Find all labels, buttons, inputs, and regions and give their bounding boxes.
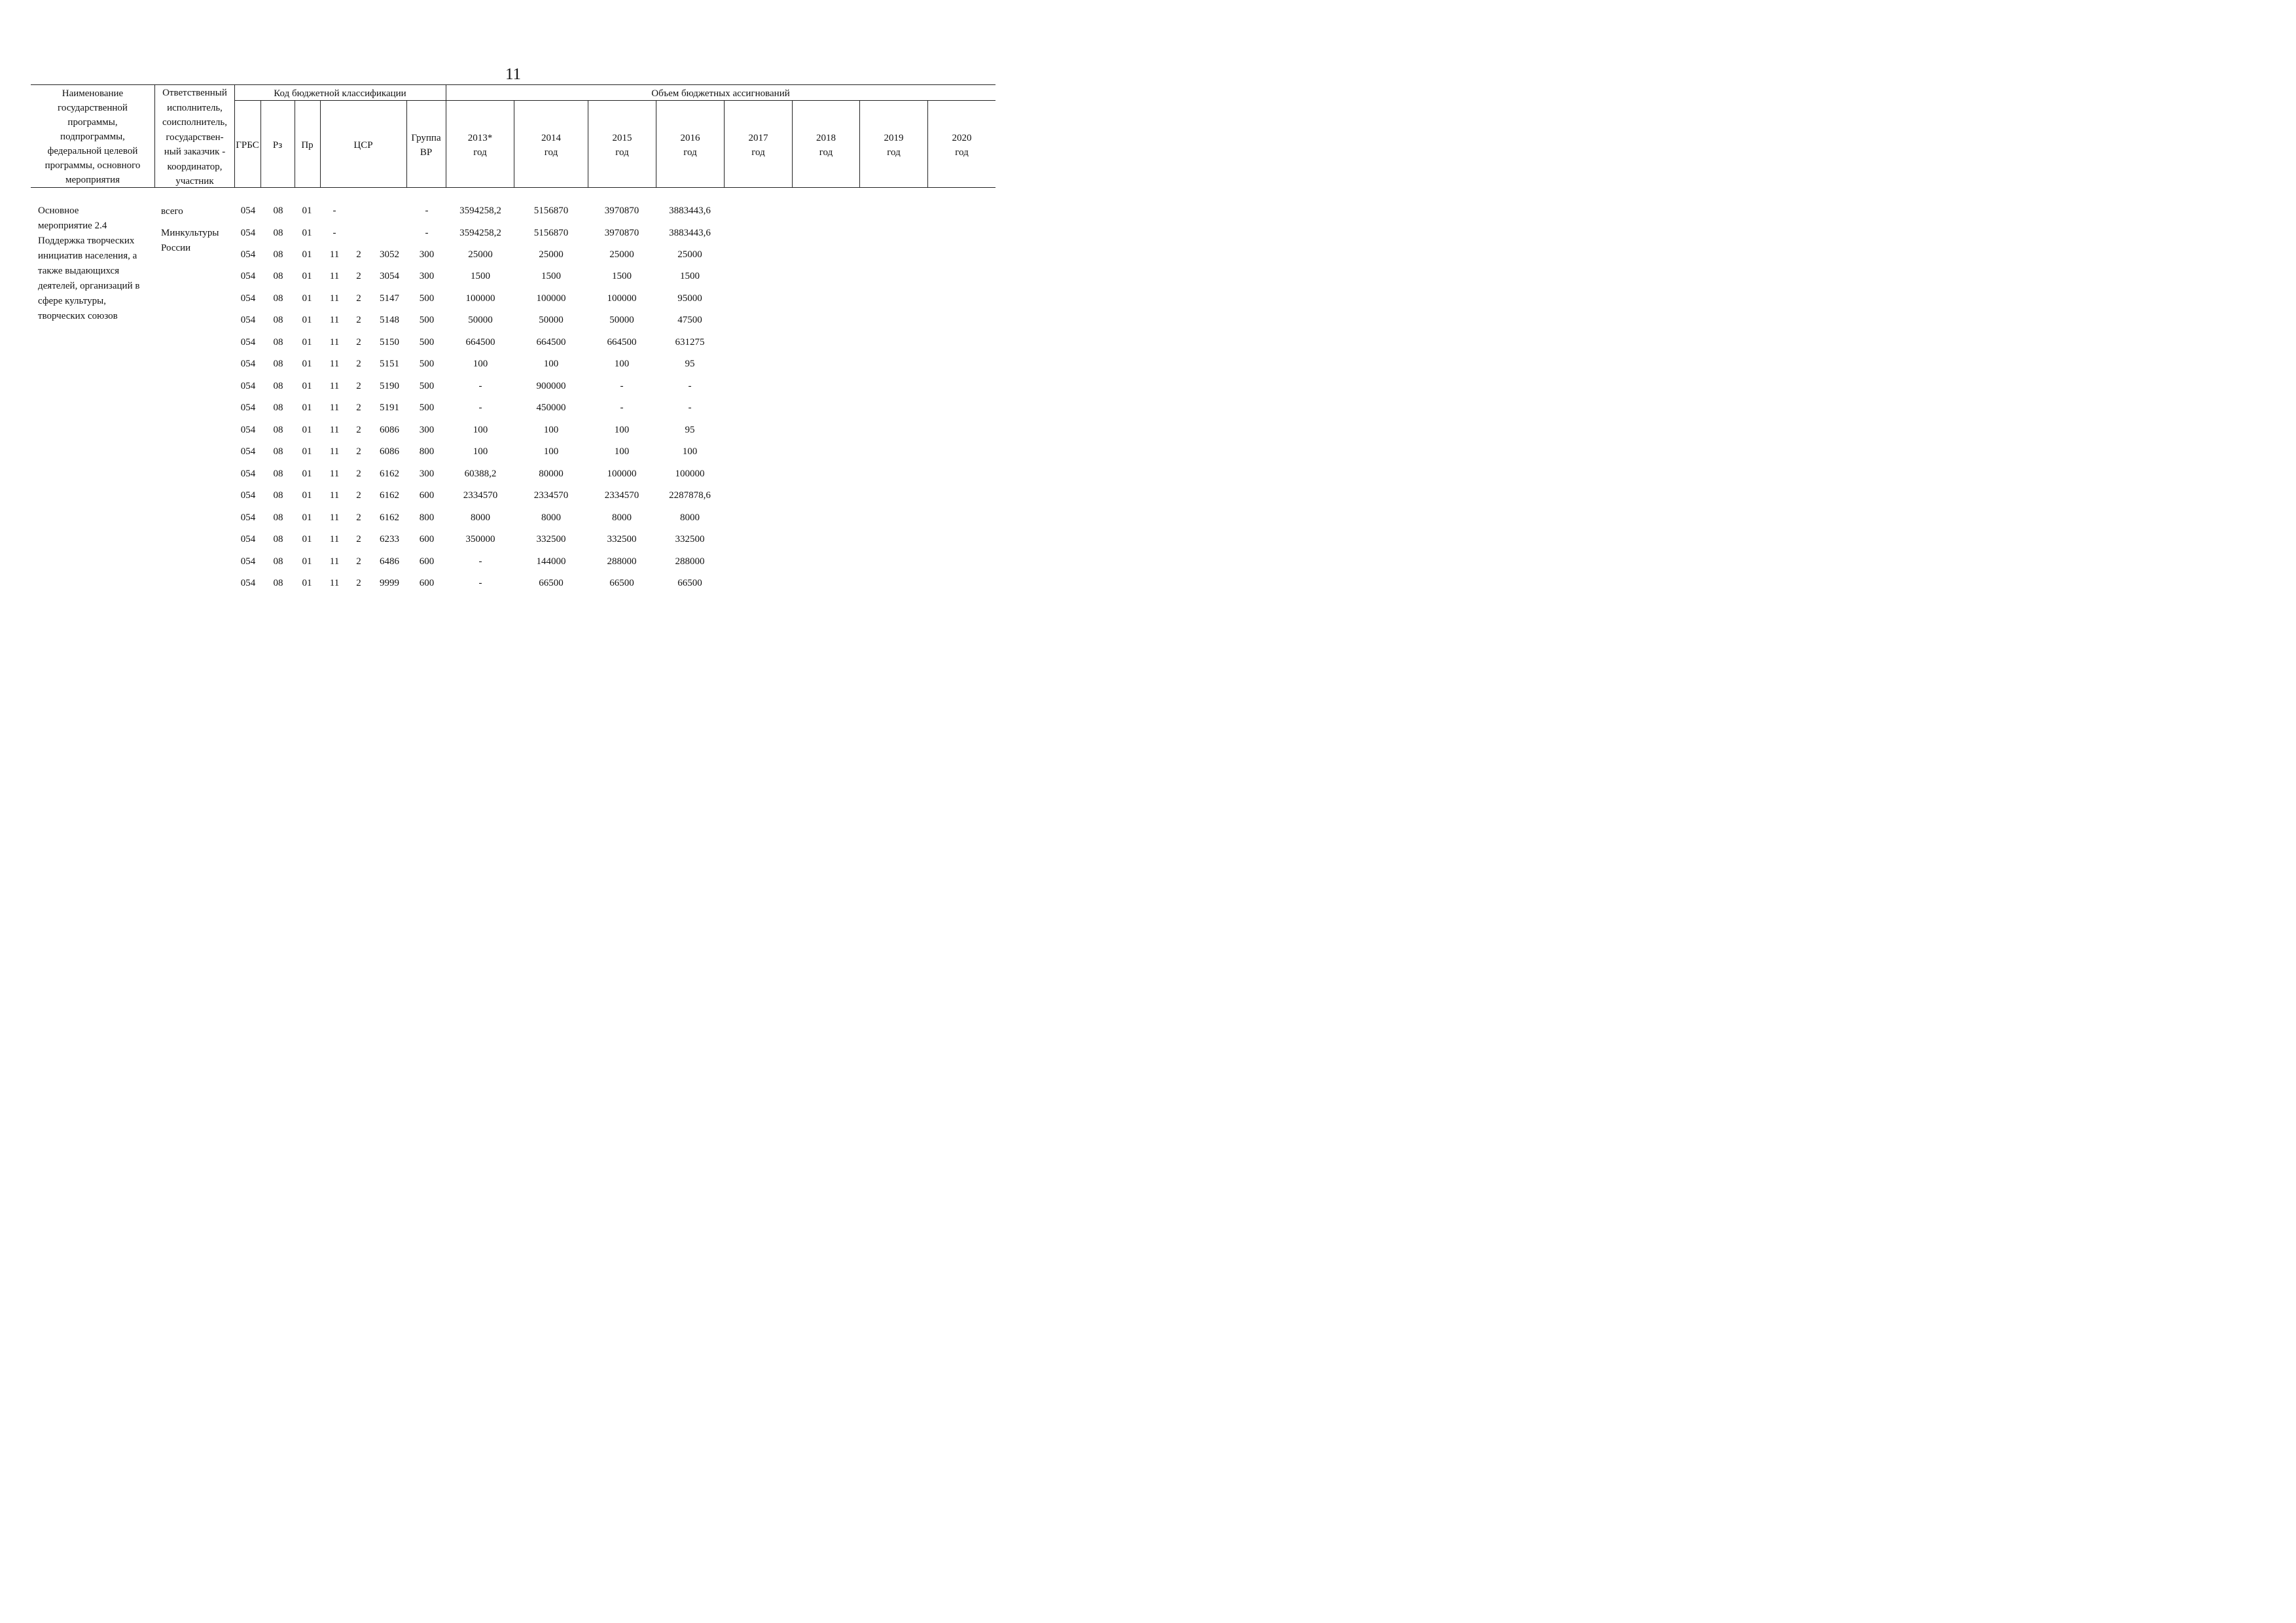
cell-y2015: 664500 bbox=[607, 337, 637, 348]
cell-csr3: 6486 bbox=[380, 556, 399, 567]
header-budget-code-group: Код бюджетной классификации bbox=[274, 88, 406, 99]
cell-y2015: - bbox=[620, 402, 624, 413]
cell-y2013: 60388,2 bbox=[464, 469, 497, 479]
cell-y2016: 1500 bbox=[680, 271, 700, 281]
cell-y2013: 25000 bbox=[468, 249, 493, 260]
cell-y2015: 1500 bbox=[612, 271, 632, 281]
cell-y2014: 5156870 bbox=[533, 228, 569, 238]
cell-y2016: 47500 bbox=[677, 315, 702, 325]
cell-grbs: 054 bbox=[240, 402, 256, 413]
cell-csr1: 11 bbox=[329, 578, 340, 588]
header-year-unit: год bbox=[544, 147, 558, 158]
cell-csr2: 2 bbox=[356, 315, 361, 325]
cell-y2016: 332500 bbox=[675, 534, 705, 544]
responsible-total: всего bbox=[161, 206, 183, 217]
cell-grbs: 054 bbox=[240, 446, 256, 457]
cell-y2015: 3970870 bbox=[604, 205, 639, 216]
cell-y2016: 631275 bbox=[675, 337, 705, 348]
cell-y2015: - bbox=[620, 381, 624, 391]
cell-vr: 500 bbox=[419, 315, 435, 325]
cell-csr1: 11 bbox=[329, 446, 340, 457]
page-number: 11 bbox=[505, 65, 522, 83]
cell-y2013: 100 bbox=[473, 446, 488, 457]
cell-csr2: 2 bbox=[356, 293, 361, 304]
cell-csr2: 2 bbox=[356, 249, 361, 260]
cell-pr: 01 bbox=[302, 402, 312, 413]
cell-grbs: 054 bbox=[240, 271, 256, 281]
cell-y2013: 8000 bbox=[471, 512, 490, 523]
header-year-label: 2014 bbox=[541, 133, 561, 143]
cell-pr: 01 bbox=[302, 578, 312, 588]
cell-grbs: 054 bbox=[240, 425, 256, 435]
cell-pr: 01 bbox=[302, 249, 312, 260]
cell-y2016: 3883443,6 bbox=[669, 228, 711, 238]
cell-csr1: 11 bbox=[329, 425, 340, 435]
cell-csr3: 5148 bbox=[380, 315, 399, 325]
cell-rz: 08 bbox=[273, 578, 283, 588]
cell-grbs: 054 bbox=[240, 293, 256, 304]
cell-y2015: 100000 bbox=[607, 469, 637, 479]
cell-y2016: 95000 bbox=[677, 293, 702, 304]
cell-y2014: 100 bbox=[543, 359, 559, 369]
cell-y2016: - bbox=[688, 381, 692, 391]
cell-csr2: 2 bbox=[356, 425, 361, 435]
cell-csr1: 11 bbox=[329, 534, 340, 544]
cell-pr: 01 bbox=[302, 556, 312, 567]
cell-vr: 500 bbox=[419, 359, 435, 369]
cell-rz: 08 bbox=[273, 402, 283, 413]
header-year-label: 2017 bbox=[748, 133, 768, 143]
cell-y2013: 2334570 bbox=[463, 490, 498, 501]
cell-csr2: 2 bbox=[356, 402, 361, 413]
cell-csr3: 5150 bbox=[380, 337, 399, 348]
cell-csr3: 5147 bbox=[380, 293, 399, 304]
cell-y2015: 288000 bbox=[607, 556, 637, 567]
cell-grbs: 054 bbox=[240, 534, 256, 544]
header-year-6 bbox=[860, 130, 927, 160]
cell-rz: 08 bbox=[273, 271, 283, 281]
cell-y2015: 100 bbox=[614, 425, 630, 435]
cell-grbs: 054 bbox=[240, 249, 256, 260]
cell-y2014: 664500 bbox=[536, 337, 566, 348]
cell-y2013: 350000 bbox=[465, 534, 495, 544]
cell-y2013: 100 bbox=[473, 359, 488, 369]
cell-csr3: 6086 bbox=[380, 425, 399, 435]
header-year-label: 2015 bbox=[612, 133, 632, 143]
cell-rz: 08 bbox=[273, 205, 283, 216]
cell-y2015: 332500 bbox=[607, 534, 637, 544]
cell-rz: 08 bbox=[273, 359, 283, 369]
cell-y2014: 80000 bbox=[539, 469, 564, 479]
cell-pr: 01 bbox=[302, 293, 312, 304]
cell-pr: 01 bbox=[302, 446, 312, 457]
cell-csr3: 6233 bbox=[380, 534, 399, 544]
cell-rz: 08 bbox=[273, 337, 283, 348]
cell-y2016: 288000 bbox=[675, 556, 705, 567]
cell-vr: 600 bbox=[419, 556, 435, 567]
cell-rz: 08 bbox=[273, 469, 283, 479]
cell-csr1: 11 bbox=[329, 271, 340, 281]
cell-rz: 08 bbox=[273, 249, 283, 260]
cell-vr: - bbox=[425, 205, 429, 216]
cell-pr: 01 bbox=[302, 315, 312, 325]
cell-csr2: 2 bbox=[356, 446, 361, 457]
cell-y2013: 100 bbox=[473, 425, 488, 435]
cell-rz: 08 bbox=[273, 315, 283, 325]
cell-rz: 08 bbox=[273, 556, 283, 567]
cell-y2016: 100 bbox=[682, 446, 698, 457]
cell-csr2: 2 bbox=[356, 512, 361, 523]
document-page bbox=[0, 0, 1026, 725]
cell-csr1: - bbox=[332, 205, 336, 216]
header-year-unit: год bbox=[887, 147, 901, 158]
cell-pr: 01 bbox=[302, 490, 312, 501]
cell-y2015: 25000 bbox=[609, 249, 634, 260]
header-year-2 bbox=[588, 130, 656, 160]
cell-csr1: 11 bbox=[329, 381, 340, 391]
cell-y2013: 664500 bbox=[465, 337, 495, 348]
cell-rz: 08 bbox=[273, 446, 283, 457]
cell-y2016: 3883443,6 bbox=[669, 205, 711, 216]
cell-pr: 01 bbox=[302, 271, 312, 281]
cell-grbs: 054 bbox=[240, 512, 256, 523]
cell-csr1: 11 bbox=[329, 490, 340, 501]
cell-y2014: 144000 bbox=[536, 556, 566, 567]
cell-csr1: - bbox=[332, 228, 336, 238]
header-year-unit: год bbox=[473, 147, 487, 158]
cell-y2014: 100 bbox=[543, 425, 559, 435]
cell-y2016: 8000 bbox=[680, 512, 700, 523]
header-year-5 bbox=[793, 130, 859, 160]
cell-y2013: - bbox=[478, 556, 482, 567]
cell-rz: 08 bbox=[273, 381, 283, 391]
cell-y2016: - bbox=[688, 402, 692, 413]
cell-pr: 01 bbox=[302, 228, 312, 238]
header-year-label: 2018 bbox=[816, 133, 836, 143]
header-group-rule-codes bbox=[234, 100, 446, 101]
cell-csr1: 11 bbox=[329, 337, 340, 348]
cell-y2016: 66500 bbox=[677, 578, 702, 588]
cell-csr1: 11 bbox=[329, 402, 340, 413]
cell-csr3: 3052 bbox=[380, 249, 399, 260]
cell-y2014: 8000 bbox=[541, 512, 561, 523]
cell-vr: 300 bbox=[419, 249, 435, 260]
cell-grbs: 054 bbox=[240, 578, 256, 588]
cell-vr: 600 bbox=[419, 534, 435, 544]
cell-y2013: 3594258,2 bbox=[459, 228, 501, 238]
cell-y2013: 3594258,2 bbox=[459, 205, 501, 216]
cell-y2013: - bbox=[478, 381, 482, 391]
cell-grbs: 054 bbox=[240, 490, 256, 501]
responsible-ministry: Минкультуры России bbox=[161, 228, 219, 253]
program-name: Основное мероприятие 2.4 Поддержка творческих инициатив населения, а также выдающихся деятелей, организаций в сфере культуры, творческих союзов bbox=[38, 205, 140, 321]
cell-y2016: 25000 bbox=[677, 249, 702, 260]
header-year-0 bbox=[446, 130, 514, 160]
cell-grbs: 054 bbox=[240, 381, 256, 391]
cell-y2016: 95 bbox=[685, 425, 695, 435]
header-year-4 bbox=[725, 130, 792, 160]
cell-y2015: 2334570 bbox=[604, 490, 639, 501]
cell-csr2: 2 bbox=[356, 490, 361, 501]
cell-csr2: 2 bbox=[356, 337, 361, 348]
header-year-label: 2013* bbox=[467, 133, 493, 143]
header-year-3 bbox=[656, 130, 724, 160]
header-year-label: 2020 bbox=[952, 133, 972, 143]
cell-rz: 08 bbox=[273, 490, 283, 501]
cell-pr: 01 bbox=[302, 205, 312, 216]
cell-y2015: 100 bbox=[614, 446, 630, 457]
cell-y2013: 1500 bbox=[471, 271, 490, 281]
cell-vr: 800 bbox=[419, 446, 435, 457]
cell-csr1: 11 bbox=[329, 359, 340, 369]
cell-csr3: 9999 bbox=[380, 578, 399, 588]
cell-csr1: 11 bbox=[329, 315, 340, 325]
cell-grbs: 054 bbox=[240, 228, 256, 238]
cell-y2016: 100000 bbox=[675, 469, 705, 479]
cell-y2014: 50000 bbox=[539, 315, 564, 325]
header-year-1 bbox=[514, 130, 588, 160]
header-vr: Группа ВР bbox=[411, 133, 441, 158]
cell-grbs: 054 bbox=[240, 359, 256, 369]
cell-y2013: - bbox=[478, 402, 482, 413]
cell-y2015: 50000 bbox=[609, 315, 634, 325]
cell-csr2: 2 bbox=[356, 469, 361, 479]
cell-pr: 01 bbox=[302, 512, 312, 523]
cell-vr: 300 bbox=[419, 425, 435, 435]
cell-csr1: 11 bbox=[329, 556, 340, 567]
header-rz: Рз bbox=[272, 140, 283, 151]
cell-vr: 500 bbox=[419, 402, 435, 413]
header-year-7 bbox=[928, 130, 996, 160]
cell-csr3: 3054 bbox=[380, 271, 399, 281]
cell-vr: - bbox=[425, 228, 429, 238]
cell-rz: 08 bbox=[273, 512, 283, 523]
cell-rz: 08 bbox=[273, 534, 283, 544]
cell-pr: 01 bbox=[302, 534, 312, 544]
cell-csr3: 5190 bbox=[380, 381, 399, 391]
cell-csr1: 11 bbox=[329, 249, 340, 260]
cell-y2014: 1500 bbox=[541, 271, 561, 281]
header-name-column: Наименование государственной программы, подпрограммы, федеральной целевой программы, основного мероприятия bbox=[45, 88, 141, 185]
header-pr: Пр bbox=[301, 140, 314, 151]
cell-y2013: - bbox=[478, 578, 482, 588]
cell-csr1: 11 bbox=[329, 293, 340, 304]
header-year-label: 2019 bbox=[884, 133, 904, 143]
header-grbs: ГРБС bbox=[236, 140, 259, 151]
cell-y2014: 900000 bbox=[536, 381, 566, 391]
cell-csr2: 2 bbox=[356, 578, 361, 588]
cell-csr3: 5191 bbox=[380, 402, 399, 413]
cell-csr3: 5151 bbox=[380, 359, 399, 369]
cell-y2014: 450000 bbox=[536, 402, 566, 413]
cell-csr3: 6162 bbox=[380, 512, 399, 523]
cell-csr3: 6162 bbox=[380, 469, 399, 479]
cell-csr3: 6162 bbox=[380, 490, 399, 501]
header-year-unit: год bbox=[751, 147, 765, 158]
header-year-unit: год bbox=[615, 147, 629, 158]
cell-csr2: 2 bbox=[356, 381, 361, 391]
cell-csr1: 11 bbox=[329, 512, 340, 523]
cell-csr2: 2 bbox=[356, 556, 361, 567]
cell-grbs: 054 bbox=[240, 315, 256, 325]
cell-y2013: 50000 bbox=[468, 315, 493, 325]
cell-y2014: 66500 bbox=[539, 578, 564, 588]
cell-csr1: 11 bbox=[329, 469, 340, 479]
cell-y2014: 100000 bbox=[536, 293, 566, 304]
header-year-unit: год bbox=[819, 147, 833, 158]
cell-vr: 600 bbox=[419, 578, 435, 588]
header-year-unit: год bbox=[955, 147, 969, 158]
cell-vr: 300 bbox=[419, 469, 435, 479]
cell-pr: 01 bbox=[302, 359, 312, 369]
cell-y2014: 5156870 bbox=[533, 205, 569, 216]
header-group-rule-allocations bbox=[446, 100, 996, 101]
cell-y2016: 2287878,6 bbox=[669, 490, 711, 501]
cell-y2015: 100 bbox=[614, 359, 630, 369]
cell-csr3: 6086 bbox=[380, 446, 399, 457]
cell-y2013: 100000 bbox=[465, 293, 495, 304]
header-responsible-column: Ответственный исполнитель, соисполнитель, государствен- ный заказчик - координатор, участник bbox=[162, 88, 227, 187]
cell-y2014: 25000 bbox=[539, 249, 564, 260]
cell-y2014: 100 bbox=[543, 446, 559, 457]
header-year-label: 2016 bbox=[680, 133, 700, 143]
cell-vr: 500 bbox=[419, 381, 435, 391]
cell-grbs: 054 bbox=[240, 556, 256, 567]
cell-vr: 500 bbox=[419, 293, 435, 304]
cell-vr: 800 bbox=[419, 512, 435, 523]
cell-pr: 01 bbox=[302, 469, 312, 479]
cell-rz: 08 bbox=[273, 293, 283, 304]
header-allocations-group: Объем бюджетных ассигнований bbox=[651, 88, 790, 99]
cell-pr: 01 bbox=[302, 337, 312, 348]
header-top-rule bbox=[31, 84, 996, 85]
cell-y2015: 66500 bbox=[609, 578, 634, 588]
cell-y2014: 332500 bbox=[536, 534, 566, 544]
header-year-unit: год bbox=[683, 147, 697, 158]
cell-pr: 01 bbox=[302, 425, 312, 435]
cell-vr: 500 bbox=[419, 337, 435, 348]
cell-vr: 300 bbox=[419, 271, 435, 281]
cell-y2014: 2334570 bbox=[533, 490, 569, 501]
cell-vr: 600 bbox=[419, 490, 435, 501]
cell-csr2: 2 bbox=[356, 534, 361, 544]
cell-grbs: 054 bbox=[240, 205, 256, 216]
cell-y2015: 3970870 bbox=[604, 228, 639, 238]
cell-csr2: 2 bbox=[356, 359, 361, 369]
cell-grbs: 054 bbox=[240, 469, 256, 479]
cell-grbs: 054 bbox=[240, 337, 256, 348]
header-csr: ЦСР bbox=[353, 140, 373, 151]
cell-pr: 01 bbox=[302, 381, 312, 391]
cell-csr2: 2 bbox=[356, 271, 361, 281]
cell-y2015: 100000 bbox=[607, 293, 637, 304]
cell-y2016: 95 bbox=[685, 359, 695, 369]
cell-y2015: 8000 bbox=[612, 512, 632, 523]
cell-rz: 08 bbox=[273, 228, 283, 238]
cell-rz: 08 bbox=[273, 425, 283, 435]
